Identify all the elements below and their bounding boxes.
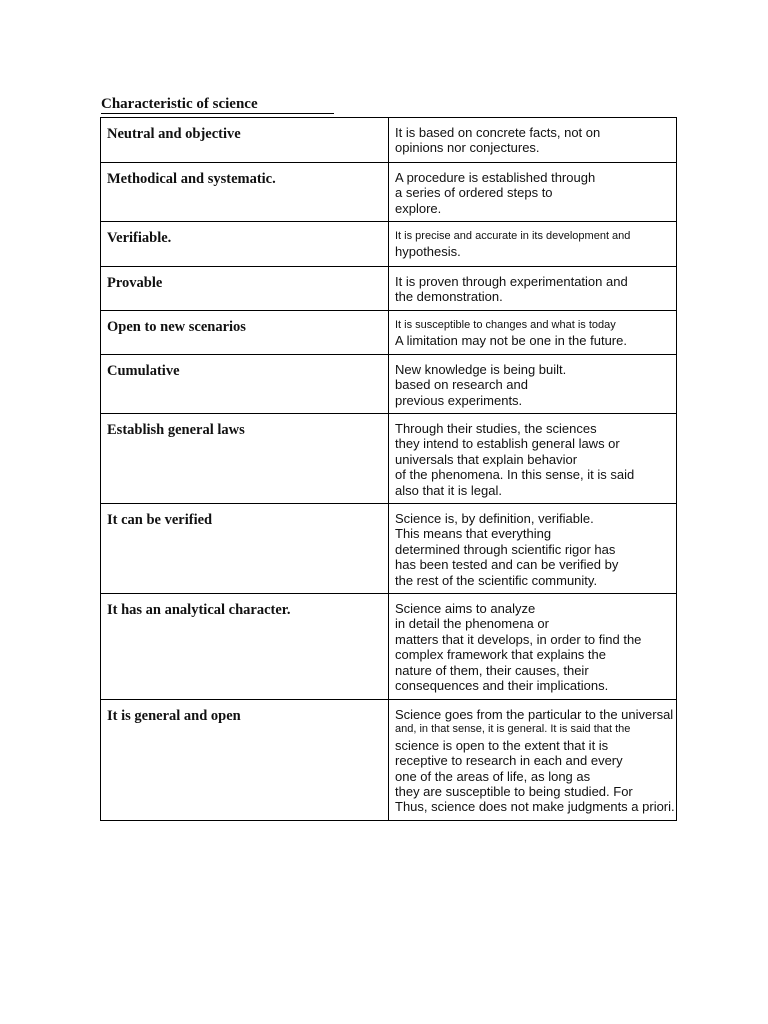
- description-line: matters that it develops, in order to find the: [395, 631, 642, 647]
- description-cell: [389, 414, 677, 504]
- description-line: has been tested and can be verified by: [395, 557, 619, 573]
- table-row: [101, 222, 677, 267]
- description-cell: [389, 355, 677, 414]
- characteristics-table: [100, 117, 677, 821]
- characteristic-description: [389, 355, 676, 408]
- characteristic-term: Methodical and systematic.: [107, 171, 276, 187]
- characteristic-description: [389, 504, 676, 588]
- description-line: It is susceptible to changes and what is today: [395, 319, 616, 331]
- description-line: Science aims to analyze: [395, 601, 536, 616]
- table-row: [101, 594, 677, 700]
- description-line: consequences and their implications.: [395, 678, 609, 694]
- description-cell: [389, 267, 677, 311]
- characteristic-term: It is general and open: [107, 708, 241, 724]
- characteristic-term: It has an analytical character.: [107, 602, 291, 618]
- characteristic-term: Cumulative: [107, 363, 180, 379]
- description-line: receptive to research in each and every: [395, 753, 623, 769]
- description-line: one of the areas of life, as long as: [395, 768, 591, 784]
- table-row: [101, 504, 677, 594]
- description-line: New knowledge is being built.: [395, 362, 567, 377]
- characteristic-cell: [101, 700, 389, 821]
- table-row: [101, 163, 677, 222]
- description-cell: [389, 222, 677, 267]
- description-line: opinions nor conjectures.: [395, 140, 540, 156]
- table-row: [101, 311, 677, 355]
- characteristic-cell: [101, 222, 389, 267]
- table-row: [101, 267, 677, 311]
- description-line: It is precise and accurate in its development and: [395, 230, 631, 242]
- description-line: they intend to establish general laws or: [395, 436, 620, 452]
- characteristic-term: Open to new scenarios: [107, 319, 246, 335]
- characteristic-cell: [101, 311, 389, 355]
- description-line: Thus, science does not make judgments a priori.: [395, 799, 675, 815]
- description-line: the rest of the scientific community.: [395, 572, 598, 588]
- characteristic-description: [389, 163, 676, 216]
- characteristic-term: It can be verified: [107, 512, 213, 528]
- description-line: based on research and: [395, 377, 528, 393]
- description-line: A procedure is established through: [395, 170, 596, 185]
- description-line: science is open to the extent that it is: [395, 737, 609, 753]
- description-line: and, in that sense, it is general. It is said that the: [395, 723, 631, 736]
- description-line: It is based on concrete facts, not on: [395, 125, 601, 140]
- table-row: [101, 355, 677, 414]
- description-line: they are susceptible to being studied. For: [395, 784, 633, 800]
- table-row: [101, 414, 677, 504]
- description-cell: [389, 118, 677, 163]
- description-cell: [389, 311, 677, 355]
- characteristic-description: [389, 414, 676, 498]
- description-line: also that it is legal.: [395, 482, 502, 498]
- characteristic-description: [389, 267, 676, 305]
- characteristic-cell: [101, 267, 389, 311]
- characteristic-description: [389, 700, 676, 815]
- description-cell: [389, 163, 677, 222]
- description-line: the demonstration.: [395, 289, 503, 305]
- table-row: [101, 700, 677, 821]
- description-line: of the phenomena. In this sense, it is said: [395, 467, 635, 483]
- characteristic-cell: [101, 594, 389, 700]
- description-line: a series of ordered steps to: [395, 185, 553, 201]
- description-line: Science goes from the particular to the universal: [395, 707, 674, 722]
- description-line: nature of them, their causes, their: [395, 662, 589, 678]
- description-line: explore.: [395, 200, 442, 216]
- description-cell: [389, 700, 677, 821]
- characteristic-cell: [101, 504, 389, 594]
- description-line: Science is, by definition, verifiable.: [395, 511, 594, 526]
- description-line: previous experiments.: [395, 392, 523, 408]
- characteristic-description: [389, 594, 676, 693]
- description-line: complex framework that explains the: [395, 647, 606, 663]
- document-title: Characteristic of science: [101, 95, 334, 114]
- description-cell: [389, 504, 677, 594]
- characteristic-description: [389, 118, 676, 156]
- description-line: universals that explain behavior: [395, 451, 578, 467]
- characteristic-term: Provable: [107, 275, 163, 291]
- description-line: hypothesis.: [395, 244, 461, 260]
- characteristic-term: Establish general laws: [107, 422, 245, 438]
- description-line: Through their studies, the sciences: [395, 421, 597, 436]
- description-line: This means that everything: [395, 526, 552, 542]
- characteristic-description: [389, 222, 676, 260]
- characteristic-term: Verifiable.: [107, 230, 172, 246]
- characteristic-description: [389, 311, 676, 349]
- description-line: determined through scientific rigor has: [395, 541, 616, 557]
- description-line: in detail the phenomena or: [395, 616, 549, 632]
- description-line: It is proven through experimentation and: [395, 274, 628, 289]
- characteristics-table-body: [101, 118, 677, 821]
- description-line: A limitation may not be one in the future.: [395, 333, 627, 349]
- characteristic-cell: [101, 118, 389, 163]
- characteristic-cell: [101, 414, 389, 504]
- characteristic-cell: [101, 163, 389, 222]
- characteristic-cell: [101, 355, 389, 414]
- description-cell: [389, 594, 677, 700]
- characteristic-term: Neutral and objective: [107, 126, 241, 142]
- table-row: [101, 118, 677, 163]
